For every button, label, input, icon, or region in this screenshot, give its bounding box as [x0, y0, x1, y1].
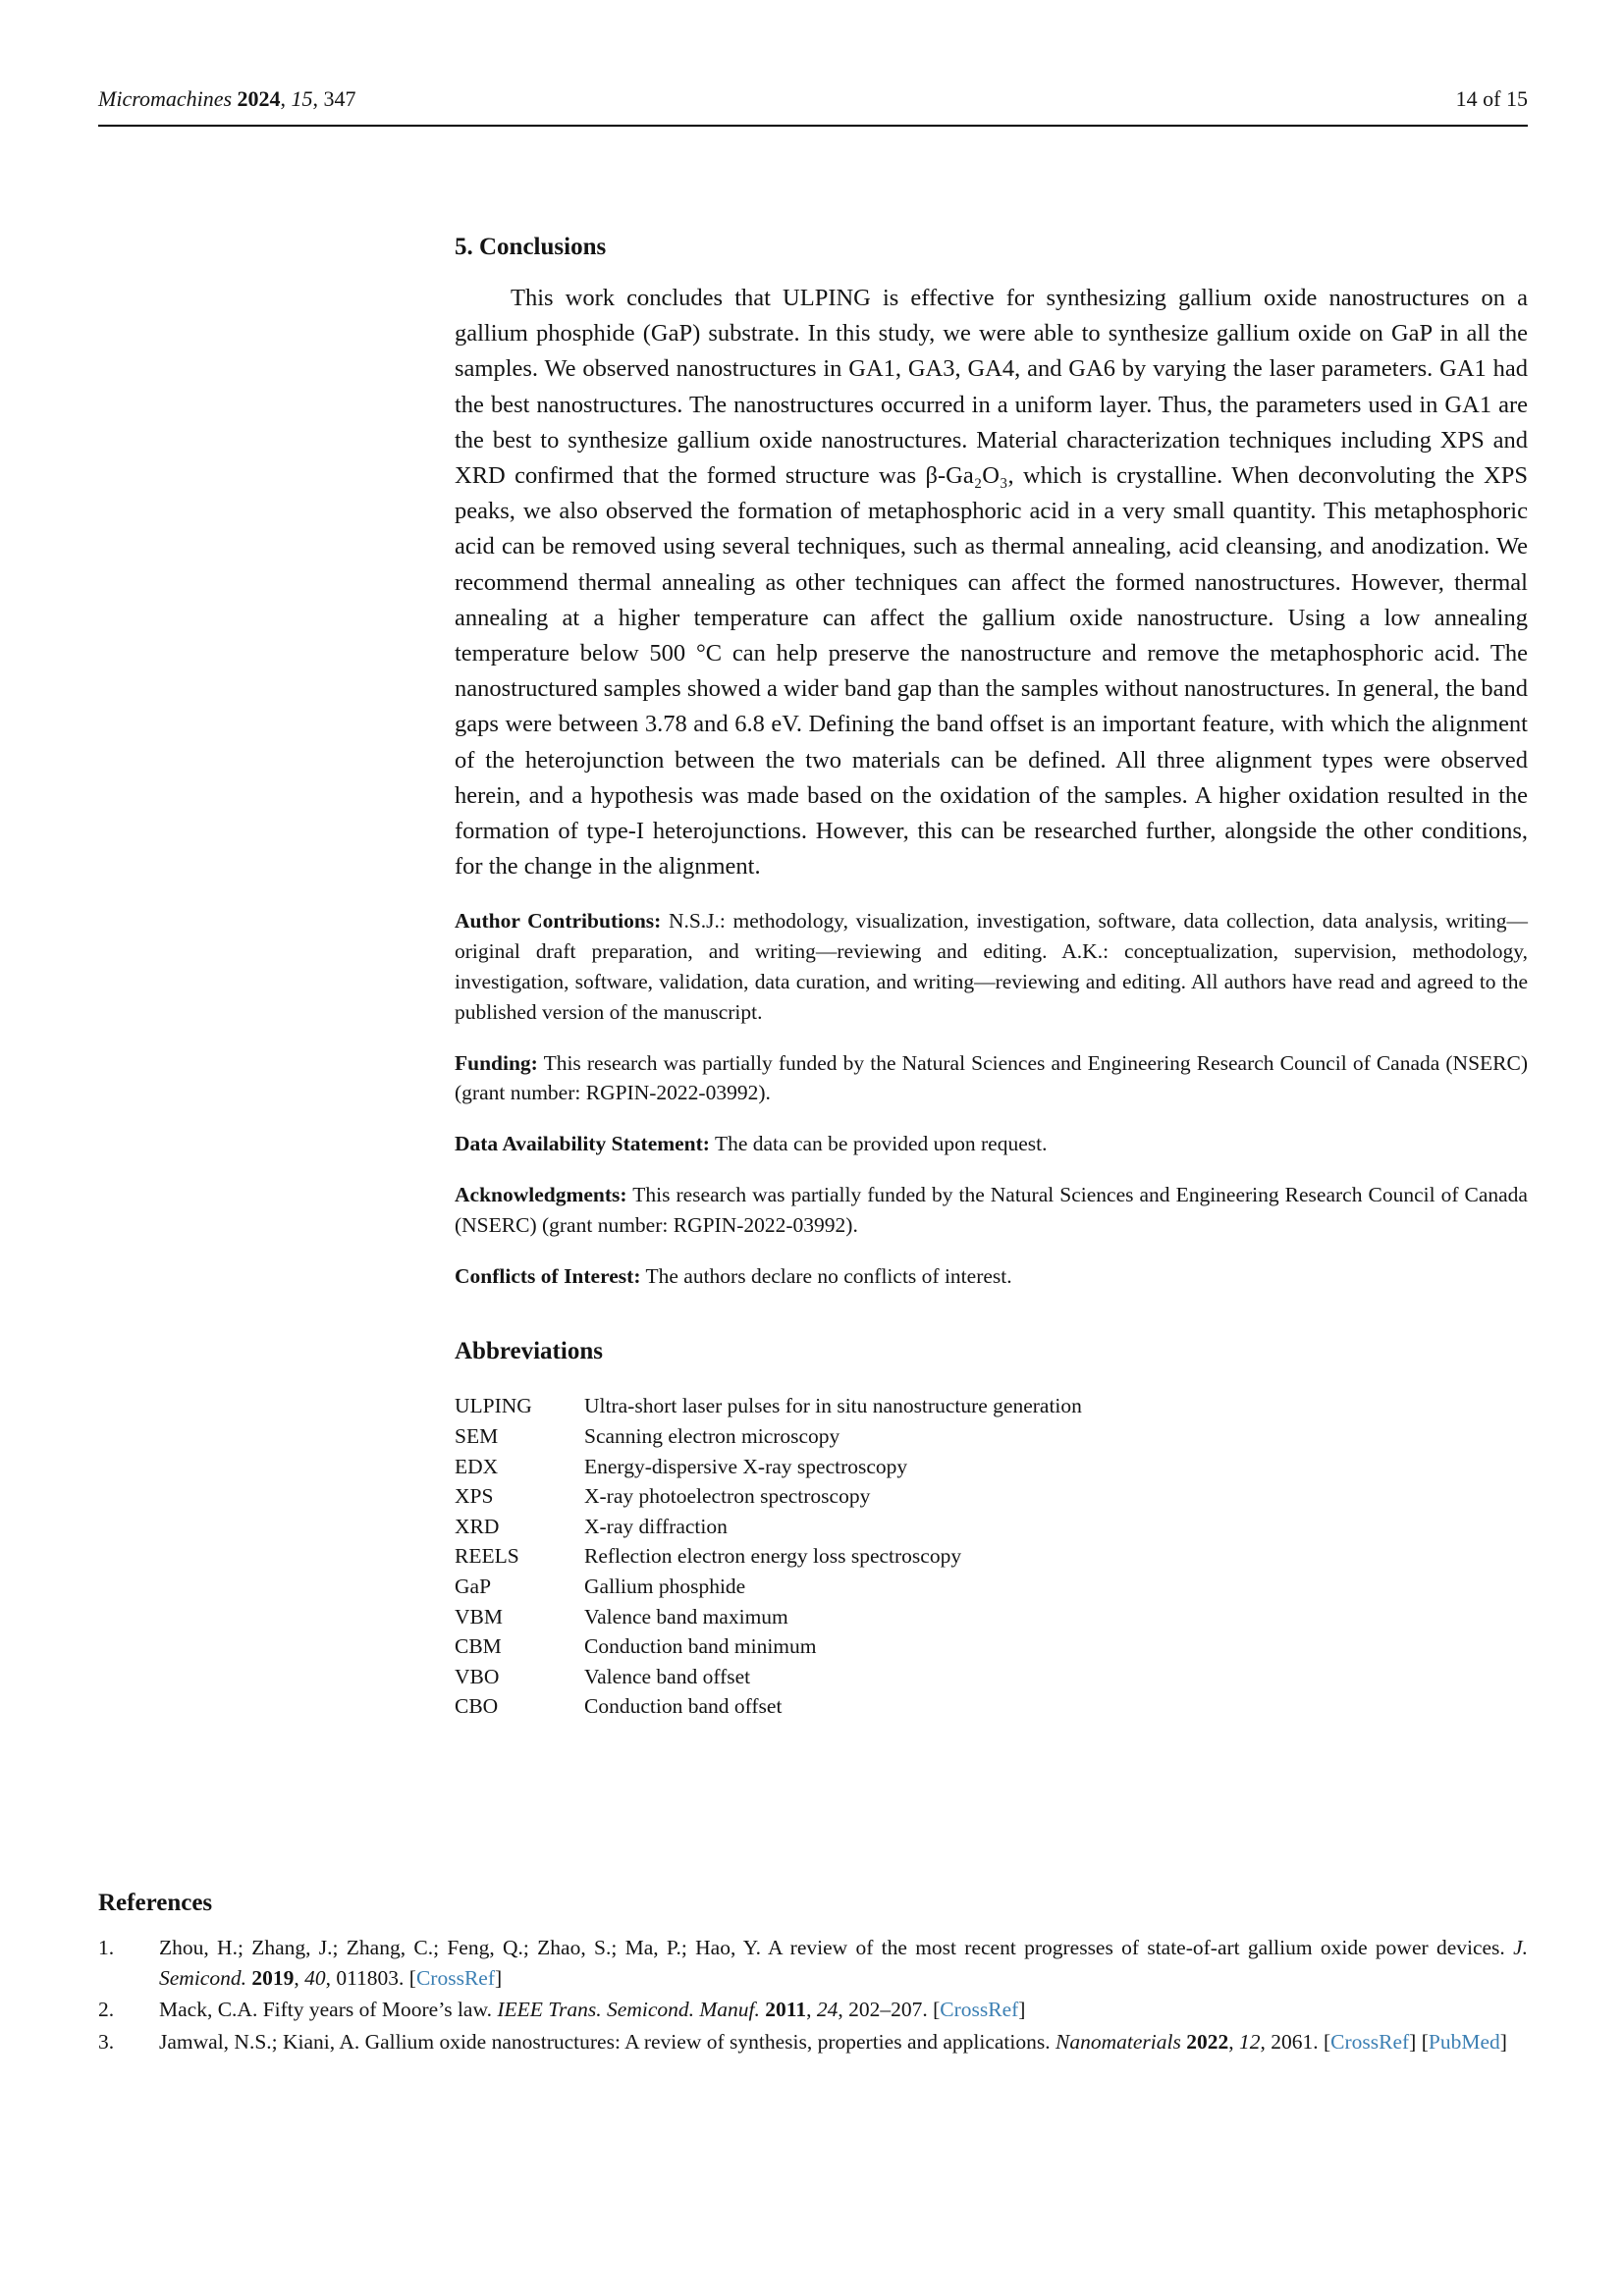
abbreviation-row [455, 1421, 1528, 1452]
reference-year: 2022 [1186, 2029, 1229, 2054]
citation-volume: 15 [291, 86, 313, 111]
header-rule [98, 125, 1528, 127]
reference-item [98, 1995, 1528, 2025]
references-section [98, 1890, 1528, 2056]
reference-number: 1. [98, 1936, 115, 1959]
abbreviation-term: SEM [455, 1424, 499, 1449]
abbreviations-list [455, 1391, 1528, 1722]
abbreviation-definition: Reflection electron energy loss spectroscopy [584, 1544, 962, 1569]
reference-volume: 40 [304, 1965, 326, 1990]
reference-volume: 12 [1238, 2029, 1261, 2054]
reference-journal: Nanomaterials [1056, 2029, 1187, 2054]
pubmed-link[interactable]: PubMed [1428, 2029, 1500, 2054]
journal-name: Micromachines [98, 86, 233, 111]
statement-text: This research was partially funded by the Natural Sciences and Engineering Research Council of Canada (NSERC) (grant number: RGPIN-2022-03992). [455, 1183, 1528, 1237]
abbreviation-term: XRD [455, 1514, 500, 1538]
abbreviation-definition: Valence band offset [584, 1664, 751, 1688]
abbreviation-term: VBM [455, 1604, 503, 1629]
abbreviation-definition: Energy-dispersive X-ray spectroscopy [584, 1454, 908, 1478]
statement-label: Funding: [455, 1050, 538, 1075]
reference-item [98, 2027, 1528, 2057]
abbreviation-term: REELS [455, 1544, 519, 1569]
reference-list [98, 1933, 1528, 2056]
abbreviation-row [455, 1662, 1528, 1692]
crossref-link[interactable]: CrossRef [415, 1965, 495, 1990]
reference-volume: 24 [816, 1998, 839, 2022]
reference-number: 3. [98, 2029, 115, 2054]
abbreviation-definition: X-ray photoelectron spectroscopy [584, 1484, 871, 1509]
statement-conflicts-of-interest [455, 1261, 1528, 1292]
statement-text: The data can be provided upon request. [714, 1132, 1048, 1156]
abbreviation-row [455, 1572, 1528, 1602]
abbreviation-row [455, 1512, 1528, 1542]
abbreviation-term: CBM [455, 1634, 502, 1659]
abbreviation-definition: Ultra-short laser pulses for in situ nanostructure generation [584, 1394, 1082, 1418]
abbreviation-definition: Conduction band offset [584, 1694, 783, 1719]
conclusions-heading: 5. Conclusions [455, 234, 607, 260]
page-number: 14 of 15 [1455, 86, 1528, 111]
abbreviation-row [455, 1631, 1528, 1662]
abbreviation-term: ULPING [455, 1394, 532, 1418]
reference-number: 2. [98, 1998, 115, 2022]
citation-page: , 347 [312, 86, 356, 111]
reference-year: 2011 [765, 1998, 807, 2022]
abbreviation-term: CBO [455, 1694, 499, 1719]
abbreviation-row [455, 1481, 1528, 1512]
statement-text: This research was partially funded by the Natural Sciences and Engineering Research Council of Canada (NSERC) (grant number: RGPIN-2022-03992). [455, 1050, 1528, 1105]
abbreviation-term: XPS [455, 1484, 494, 1509]
reference-text: Mack, C.A. Fifty years of Moore’s law. IEEE Trans. Semicond. Manuf. 2011, 24, 202–207. [CrossRef] [159, 1998, 1026, 2022]
abbreviation-row [455, 1541, 1528, 1572]
abbreviation-row [455, 1691, 1528, 1722]
statement-acknowledgments [455, 1180, 1528, 1241]
statements-block [455, 906, 1528, 1291]
conclusions-paragraph: This work concludes that ULPING is effective for synthesizing gallium oxide nanostructures on a gallium phosphide (GaP) substrate. In this study, we were able to synthesize gallium oxide on GaP in all the samples. We observed nanostructures in GA1, GA3, GA4, and GA6 by varying the laser parameters. GA1 had the best nanostructures. The nanostructures occurred in a uniform layer. Thus, the parameters used in GA1 are the best to synthesize gallium oxide nanostructures. Material characterization techniques including XPS and XRD confirmed that the formed structure was β-Ga₂O₃, which is crystalline. When deconvoluting the XPS peaks, we also observed the formation of metaphosphoric acid in a very small quantity. This metaphosphoric acid can be removed using several techniques, such as thermal annealing, acid cleansing, and anodization. We recommend thermal annealing as other techniques can affect the formed nanostructures. However, thermal annealing at a higher temperature can affect the gallium oxide nanostructure. Using a low annealing temperature below 500 °C can help preserve the nanostructure and remove the metaphosphoric acid. The nanostructured samples showed a wider band gap than the samples without nanostructures. In general, the band gaps were between 3.78 and 6.8 eV. Defining the band offset is an important feature, with which the alignment of the heterojunction between the two materials can be defined. All three alignment types were observed herein, and a hypothesis was made based on the oxidation of the samples. A higher oxidation resulted in the formation of type-I heterojunctions. However, this can be researched further, alongside the other conditions, for the change in the alignment. [455, 285, 1528, 881]
statement-label: Author Contributions: [455, 909, 662, 934]
abbreviation-definition: X-ray diffraction [584, 1514, 728, 1538]
statement-author-contributions [455, 906, 1528, 1027]
abbreviation-definition: Conduction band minimum [584, 1634, 817, 1659]
abbreviation-row [455, 1602, 1528, 1632]
reference-item [98, 1933, 1528, 1993]
page-header [98, 86, 1528, 112]
main-column [455, 234, 1528, 1722]
abbreviation-definition: Valence band maximum [584, 1604, 788, 1629]
reference-year: 2019 [251, 1965, 295, 1990]
abbreviation-term: EDX [455, 1454, 499, 1478]
statement-data-availability [455, 1129, 1528, 1159]
abbreviation-definition: Scanning electron microscopy [584, 1424, 840, 1449]
statement-label: Acknowledgments: [455, 1183, 627, 1207]
abbreviation-row [455, 1391, 1528, 1421]
statement-text: The authors declare no conflicts of interest. [645, 1263, 1012, 1288]
abbreviation-definition: Gallium phosphide [584, 1574, 746, 1598]
abbreviation-term: VBO [455, 1664, 500, 1688]
reference-text: Zhou, H.; Zhang, J.; Zhang, C.; Feng, Q.; Zhao, S.; Ma, P.; Hao, Y. A review of the most recent progresses of state-of-art gallium oxide power devices. J. Semicond. 2019, 40, 011803. [CrossRef] [159, 1936, 1528, 1990]
crossref-link[interactable]: CrossRef [940, 1998, 1019, 2022]
abbreviation-term: GaP [455, 1574, 492, 1598]
references-heading: References [98, 1890, 213, 1916]
reference-journal: IEEE Trans. Semicond. Manuf. [497, 1998, 766, 2022]
reference-text: Jamwal, N.S.; Kiani, A. Gallium oxide nanostructures: A review of synthesis, properties and applications. Nanomaterials 2022, 12, 2061. [CrossRef] [PubMed] [159, 2029, 1507, 2054]
statement-label: Data Availability Statement: [455, 1132, 710, 1156]
journal-citation: Micromachines 2024, 15, 347 [98, 86, 356, 111]
crossref-link[interactable]: CrossRef [1330, 2029, 1410, 2054]
statement-label: Conflicts of Interest: [455, 1263, 641, 1288]
abbreviation-row [455, 1452, 1528, 1482]
statement-text: N.S.J.: methodology, visualization, investigation, software, data collection, data analysis, writing—original draft preparation, and writing—reviewing and editing. A.K.: conceptualization, supervision, methodology, investigation, software, validation, data curation, and writing—reviewing and editing. All authors have read and agreed to the published version of the manuscript. [455, 909, 1529, 1024]
reference-journal: J. Semicond. [159, 1936, 1528, 1990]
abbreviations-heading: Abbreviations [455, 1338, 603, 1365]
statement-funding [455, 1048, 1528, 1109]
citation-year: 2024 [237, 86, 281, 111]
